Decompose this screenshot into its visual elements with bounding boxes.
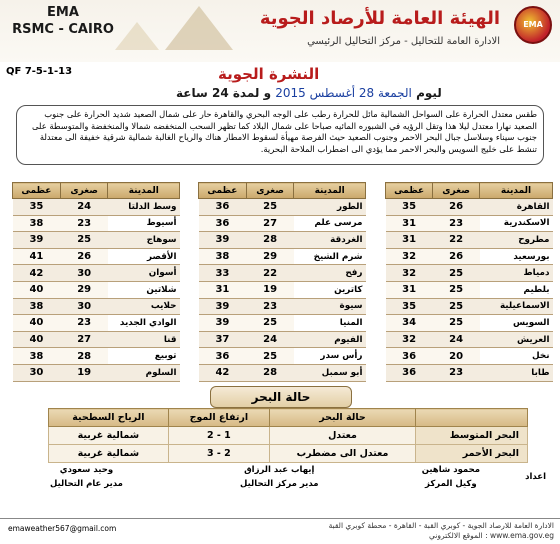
min-temp: 28 <box>60 348 108 365</box>
sea-wind: شمالية غربية <box>49 427 169 445</box>
sea-state-title: حالة البحر <box>210 386 352 408</box>
min-temp: 23 <box>60 215 108 232</box>
header-city: المدينة <box>480 183 553 199</box>
city-name: القاهرة <box>480 199 553 216</box>
day-prefix: ليوم <box>416 86 442 100</box>
table-row <box>13 248 180 265</box>
min-temp: 19 <box>60 364 108 381</box>
city-name: نخل <box>480 348 553 365</box>
form-code: QF 7-5-1-13 <box>6 66 73 77</box>
max-temp: 39 <box>199 298 247 315</box>
temperature-table-2 <box>198 182 366 382</box>
sea-waves: 2 - 3 <box>168 445 269 463</box>
min-temp: 28 <box>246 232 294 249</box>
city-name: الاسكندرية <box>480 215 553 232</box>
max-temp: 36 <box>386 364 433 381</box>
table-row <box>199 199 366 216</box>
temperature-table-1 <box>385 182 553 382</box>
weather-description: طقس معتدل الحرارة على السواحل الشمالية مائل للحرارة رطب على الوجه البحري والقاهرة حار على شمال الصعيد شديد الحرارة على جنوب الصعيد نهارا معتدل ليلا هذا وتقل الرؤيه في الشبوره المائيه صباحا على شمال البلاد كما تظهر السحب المنخفضه شمالا والمنخفضة والمتوسطة على جنوب سيناء وسلاسل جبال البحر الاحمر وجنوب الصعيد حيث الفرصة مهيأة لسقوط الامطار هناك والرياح الغالبة شمالية شرقية خفيفة الى معتدلة تنشط على خليج السويس والبحر الاحمر مما يؤدي الى اضطراب الملاحة البحرية. <box>16 105 544 165</box>
city-name: قنا <box>108 331 180 348</box>
max-temp: 35 <box>13 199 61 216</box>
city-name: بلطيم <box>480 281 553 298</box>
min-temp: 25 <box>60 232 108 249</box>
min-temp: 23 <box>246 298 294 315</box>
city-name: حلايب <box>108 298 180 315</box>
min-temp: 23 <box>433 215 480 232</box>
city-name: شلاتين <box>108 281 180 298</box>
header-city: المدينة <box>294 183 366 199</box>
min-temp: 25 <box>246 348 294 365</box>
sea-row-mediterranean <box>49 427 528 445</box>
max-temp: 31 <box>386 232 433 249</box>
max-temp: 38 <box>13 348 61 365</box>
min-temp: 26 <box>433 248 480 265</box>
signature-3-title: مدير عام التحاليل <box>50 479 123 489</box>
city-name: أسوان <box>108 265 180 282</box>
table-row <box>199 298 366 315</box>
city-name: أبو سمبل <box>294 364 366 381</box>
signature-1-name: محمود شاهين <box>421 465 480 475</box>
max-temp: 31 <box>199 281 247 298</box>
max-temp: 33 <box>199 265 247 282</box>
header-max: عظمى <box>386 183 433 199</box>
signature-1 <box>422 463 480 491</box>
table-row <box>13 315 180 332</box>
min-temp: 29 <box>60 281 108 298</box>
min-temp: 25 <box>433 281 480 298</box>
sea-name: البحر المتوسط <box>416 427 528 445</box>
max-temp: 42 <box>199 364 247 381</box>
sea-name: البحر الأحمر <box>416 445 528 463</box>
min-temp: 27 <box>246 215 294 232</box>
sea-wind: شمالية غربية <box>49 445 169 463</box>
city-name: الوادي الجديد <box>108 315 180 332</box>
max-temp: 38 <box>199 248 247 265</box>
max-temp: 39 <box>199 315 247 332</box>
table-row <box>199 315 366 332</box>
table-row <box>386 281 553 298</box>
table-row <box>199 248 366 265</box>
min-temp: 22 <box>433 232 480 249</box>
sea-state-table <box>48 408 528 463</box>
city-name: الغردقة <box>294 232 366 249</box>
city-name: سيوة <box>294 298 366 315</box>
table-row <box>13 298 180 315</box>
city-name: وسط الدلتا <box>108 199 180 216</box>
city-name: السويس <box>480 315 553 332</box>
footer <box>0 518 560 544</box>
footer-email-link[interactable]: emaweather567@gmail.com <box>8 524 117 533</box>
organization-title: الهيئة العامة للأرصاد الجوية <box>259 8 500 29</box>
min-temp: 22 <box>246 265 294 282</box>
sea-row-red-sea <box>49 445 528 463</box>
table-row <box>199 215 366 232</box>
logo-line-rsmc: RSMC - CAIRO <box>12 22 114 37</box>
min-temp: 26 <box>60 248 108 265</box>
city-name: طابا <box>480 364 553 381</box>
forecast-date: الجمعة 28 أغسطس 2015 <box>275 86 412 100</box>
min-temp: 29 <box>246 248 294 265</box>
forecast-date-line <box>176 86 442 100</box>
max-temp: 41 <box>13 248 61 265</box>
city-name: الطور <box>294 199 366 216</box>
min-temp: 30 <box>60 298 108 315</box>
min-temp: 25 <box>433 265 480 282</box>
header-max: عظمى <box>13 183 61 199</box>
min-temp: 25 <box>433 315 480 332</box>
city-name: المنيا <box>294 315 366 332</box>
max-temp: 40 <box>13 315 61 332</box>
sea-state: معتدل الى مضطرب <box>270 445 416 463</box>
table-row <box>199 348 366 365</box>
max-temp: 38 <box>13 298 61 315</box>
signature-2-title: مدير مركز التحاليل <box>240 479 319 489</box>
max-temp: 36 <box>386 348 433 365</box>
temperature-table-3 <box>12 182 180 382</box>
min-temp: 25 <box>433 298 480 315</box>
table-row <box>13 364 180 381</box>
footer-address <box>154 521 554 541</box>
max-temp: 38 <box>13 215 61 232</box>
city-name: رفح <box>294 265 366 282</box>
max-temp: 35 <box>386 199 433 216</box>
table-row <box>199 364 366 381</box>
header-min: صغرى <box>60 183 108 199</box>
min-temp: 20 <box>433 348 480 365</box>
max-temp: 32 <box>386 331 433 348</box>
table-row <box>386 298 553 315</box>
table-row <box>386 364 553 381</box>
table-row <box>199 281 366 298</box>
sea-state: معتدل <box>270 427 416 445</box>
footer-address-line1: الادارة العامة للارصاد الجوية - كوبري القبة - القاهرة - محطة كوبري القبة <box>328 521 554 530</box>
signature-1-title: وكيل المركز <box>425 479 477 489</box>
table-row <box>386 315 553 332</box>
table-row <box>13 281 180 298</box>
signature-2-name: إيهاب عبد الرزاق <box>244 465 315 475</box>
min-temp: 23 <box>433 364 480 381</box>
min-temp: 24 <box>246 331 294 348</box>
max-temp: 36 <box>199 199 247 216</box>
max-temp: 32 <box>386 265 433 282</box>
max-temp: 32 <box>386 248 433 265</box>
city-name: مرسى علم <box>294 215 366 232</box>
signature-3 <box>50 463 123 491</box>
sea-header-empty <box>416 409 528 427</box>
min-temp: 25 <box>246 315 294 332</box>
table-row <box>13 215 180 232</box>
city-name: الفيوم <box>294 331 366 348</box>
max-temp: 34 <box>386 315 433 332</box>
city-name: الاسماعيلية <box>480 298 553 315</box>
prepared-label: اعداد <box>525 472 546 482</box>
city-name: سوهاج <box>108 232 180 249</box>
sea-header-waves: ارتفاع الموج <box>168 409 269 427</box>
max-temp: 40 <box>13 281 61 298</box>
pyramid-graphic <box>165 6 233 50</box>
bulletin-title: النشرة الجوية <box>218 65 320 83</box>
max-temp: 36 <box>199 215 247 232</box>
min-temp: 24 <box>433 331 480 348</box>
table-row <box>199 265 366 282</box>
table-header-row <box>199 183 366 199</box>
city-name: مطروح <box>480 232 553 249</box>
max-temp: 31 <box>386 281 433 298</box>
city-name: رأس سدر <box>294 348 366 365</box>
header-min: صغرى <box>246 183 294 199</box>
city-name: بورسعيد <box>480 248 553 265</box>
table-row <box>386 215 553 232</box>
sea-waves: 1 - 2 <box>168 427 269 445</box>
min-temp: 28 <box>246 364 294 381</box>
footer-website[interactable]: www.ema.gov.eg : الموقع الالكتروني <box>429 531 554 540</box>
city-name: السلوم <box>108 364 180 381</box>
table-row <box>13 331 180 348</box>
table-header-row <box>386 183 553 199</box>
signature-3-name: وحيد سعودي <box>59 465 114 475</box>
max-temp: 42 <box>13 265 61 282</box>
table-row <box>386 331 553 348</box>
city-name: شرم الشيخ <box>294 248 366 265</box>
pyramid-small-graphic <box>115 22 159 50</box>
max-temp: 40 <box>13 331 61 348</box>
rsmc-logo-text <box>8 4 118 38</box>
city-name: أسيوط <box>108 215 180 232</box>
min-temp: 23 <box>60 315 108 332</box>
table-row <box>386 248 553 265</box>
max-temp: 30 <box>13 364 61 381</box>
table-row <box>13 199 180 216</box>
city-name: العريش <box>480 331 553 348</box>
max-temp: 39 <box>13 232 61 249</box>
city-name: توبيع <box>108 348 180 365</box>
max-temp: 39 <box>199 232 247 249</box>
ema-logo-icon: EMA <box>514 6 552 44</box>
min-temp: 27 <box>60 331 108 348</box>
sea-header-wind: الرياح السطحية <box>49 409 169 427</box>
table-row <box>199 331 366 348</box>
header-city: المدينة <box>108 183 180 199</box>
sea-header-state: حالة البحر <box>270 409 416 427</box>
organization-subtitle: الادارة العامة للتحاليل - مركز التحاليل الرئيسي <box>307 36 500 47</box>
city-name: كاترين <box>294 281 366 298</box>
day-suffix: و لمدة 24 ساعة <box>176 86 272 100</box>
min-temp: 24 <box>60 199 108 216</box>
table-row <box>386 232 553 249</box>
min-temp: 19 <box>246 281 294 298</box>
max-temp: 31 <box>386 215 433 232</box>
table-row <box>386 199 553 216</box>
min-temp: 26 <box>433 199 480 216</box>
city-name: الأقصر <box>108 248 180 265</box>
header-max: عظمى <box>199 183 247 199</box>
logo-line-ema: EMA <box>47 5 79 20</box>
max-temp: 36 <box>199 348 247 365</box>
table-row <box>199 232 366 249</box>
sea-header-row <box>49 409 528 427</box>
signature-2 <box>240 463 319 491</box>
table-row <box>386 265 553 282</box>
min-temp: 30 <box>60 265 108 282</box>
table-row <box>13 348 180 365</box>
max-temp: 37 <box>199 331 247 348</box>
city-name: دمياط <box>480 265 553 282</box>
table-row <box>13 232 180 249</box>
table-header-row <box>13 183 180 199</box>
max-temp: 35 <box>386 298 433 315</box>
table-row <box>13 265 180 282</box>
min-temp: 25 <box>246 199 294 216</box>
table-row <box>386 348 553 365</box>
header-min: صغرى <box>433 183 480 199</box>
